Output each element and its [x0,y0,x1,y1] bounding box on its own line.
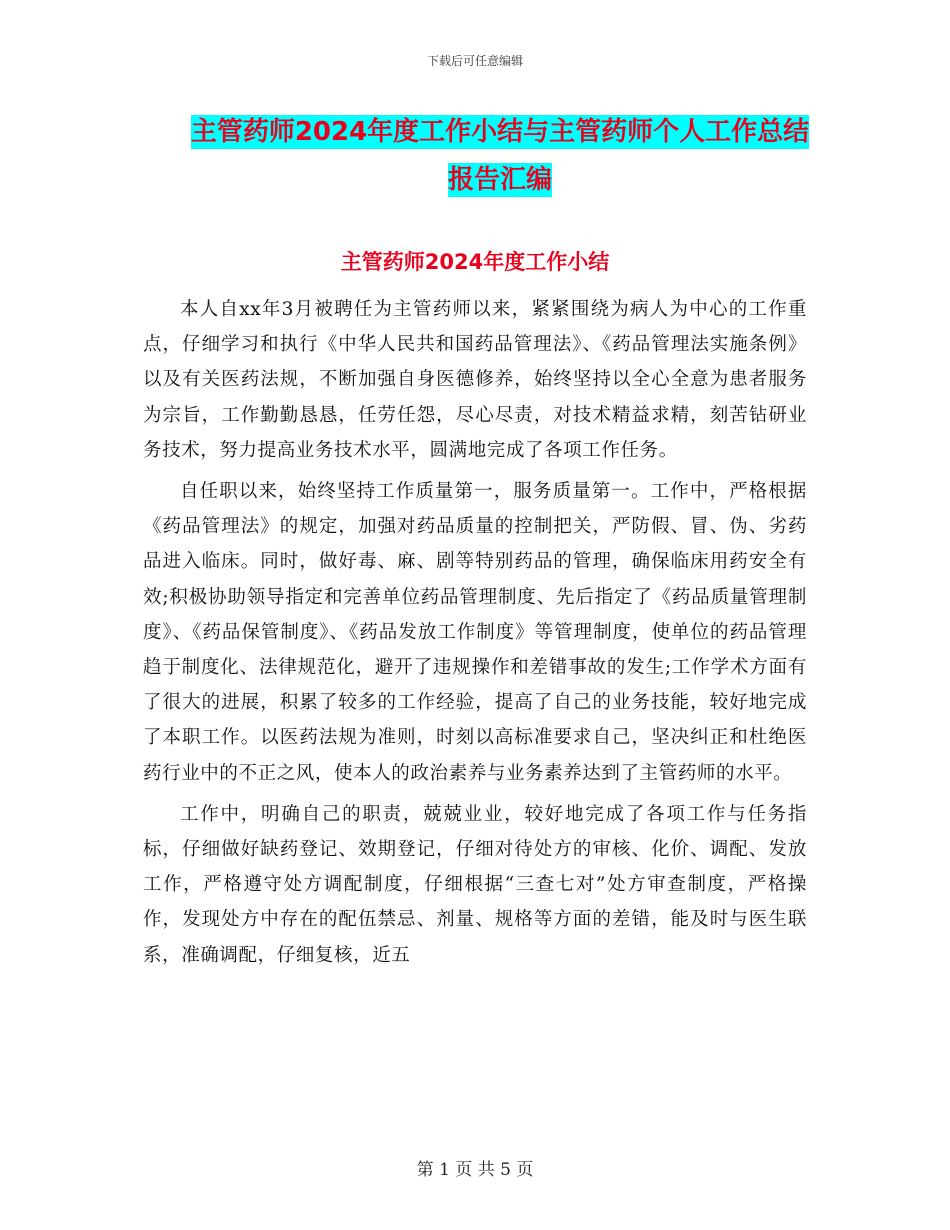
document-title [185,108,815,204]
paragraph: 本人自xx年3月被聘任为主管药师以来，紧紧围绕为病人为中心的工作重点，仔细学习和执行《中华人民共和国药品管理法》、《药品管理法实施条例》以及有关医药法规，不断加强自身医德修养，始终坚持以全心全意为患者服务为宗旨，工作勤勤恳恳，任劳任怨，尽心尽责，对技术精益求精，刻苦钻研业务技术，努力提高业务技术水平，圆满地完成了各项工作任务。 [143,299,807,461]
section-title: 主管药师2024年度工作小结 [340,250,610,274]
header-note: 下载后可任意编辑 [426,54,523,68]
paragraph: 自任职以来，始终坚持工作质量第一，服务质量第一。工作中，严格根据《药品管理法》的规定，加强对药品质量的控制把关，严防假、冒、伪、劣药品进入临床。同时，做好毒、麻、剧等特别药品的管理，确保临床用药安全有效;积极协助领导指定和完善单位药品管理制度、先后指定了《药品质量管理制度》、《药品保管制度》、《药品发放工作制度》等管理制度，使单位的药品管理趋于制度化、法律规范化，避开了违规操作和差错事故的发生;工作学术方面有了很大的进展，积累了较多的工作经验，提高了自己的业务技能，较好地完成了本职工作。以医药法规为准则，时刻以高标准要求自己，坚决纠正和杜绝医药行业中的不正之风，使本人的政治素养与业务素养达到了主管药师的水平。 [143,481,807,784]
paragraph: 工作中，明确自己的职责，兢兢业业，较好地完成了各项工作与任务指标，仔细做好缺药登记、效期登记，仔细对待处方的审核、化价、调配、发放工作，严格遵守处方调配制度，仔细根据“三查七对”处方审查制度，严格操作，发现处方中存在的配伍禁忌、剂量、规格等方面的差错，能及时与医生联系，准确调配，仔细复核，近五 [143,803,807,966]
document-title-text: 主管药师2024年度工作小结与主管药师个人工作总结报告汇编 [190,117,810,195]
body-text [143,292,807,979]
page-number: 第 1 页 共 5 页 [416,1160,534,1180]
